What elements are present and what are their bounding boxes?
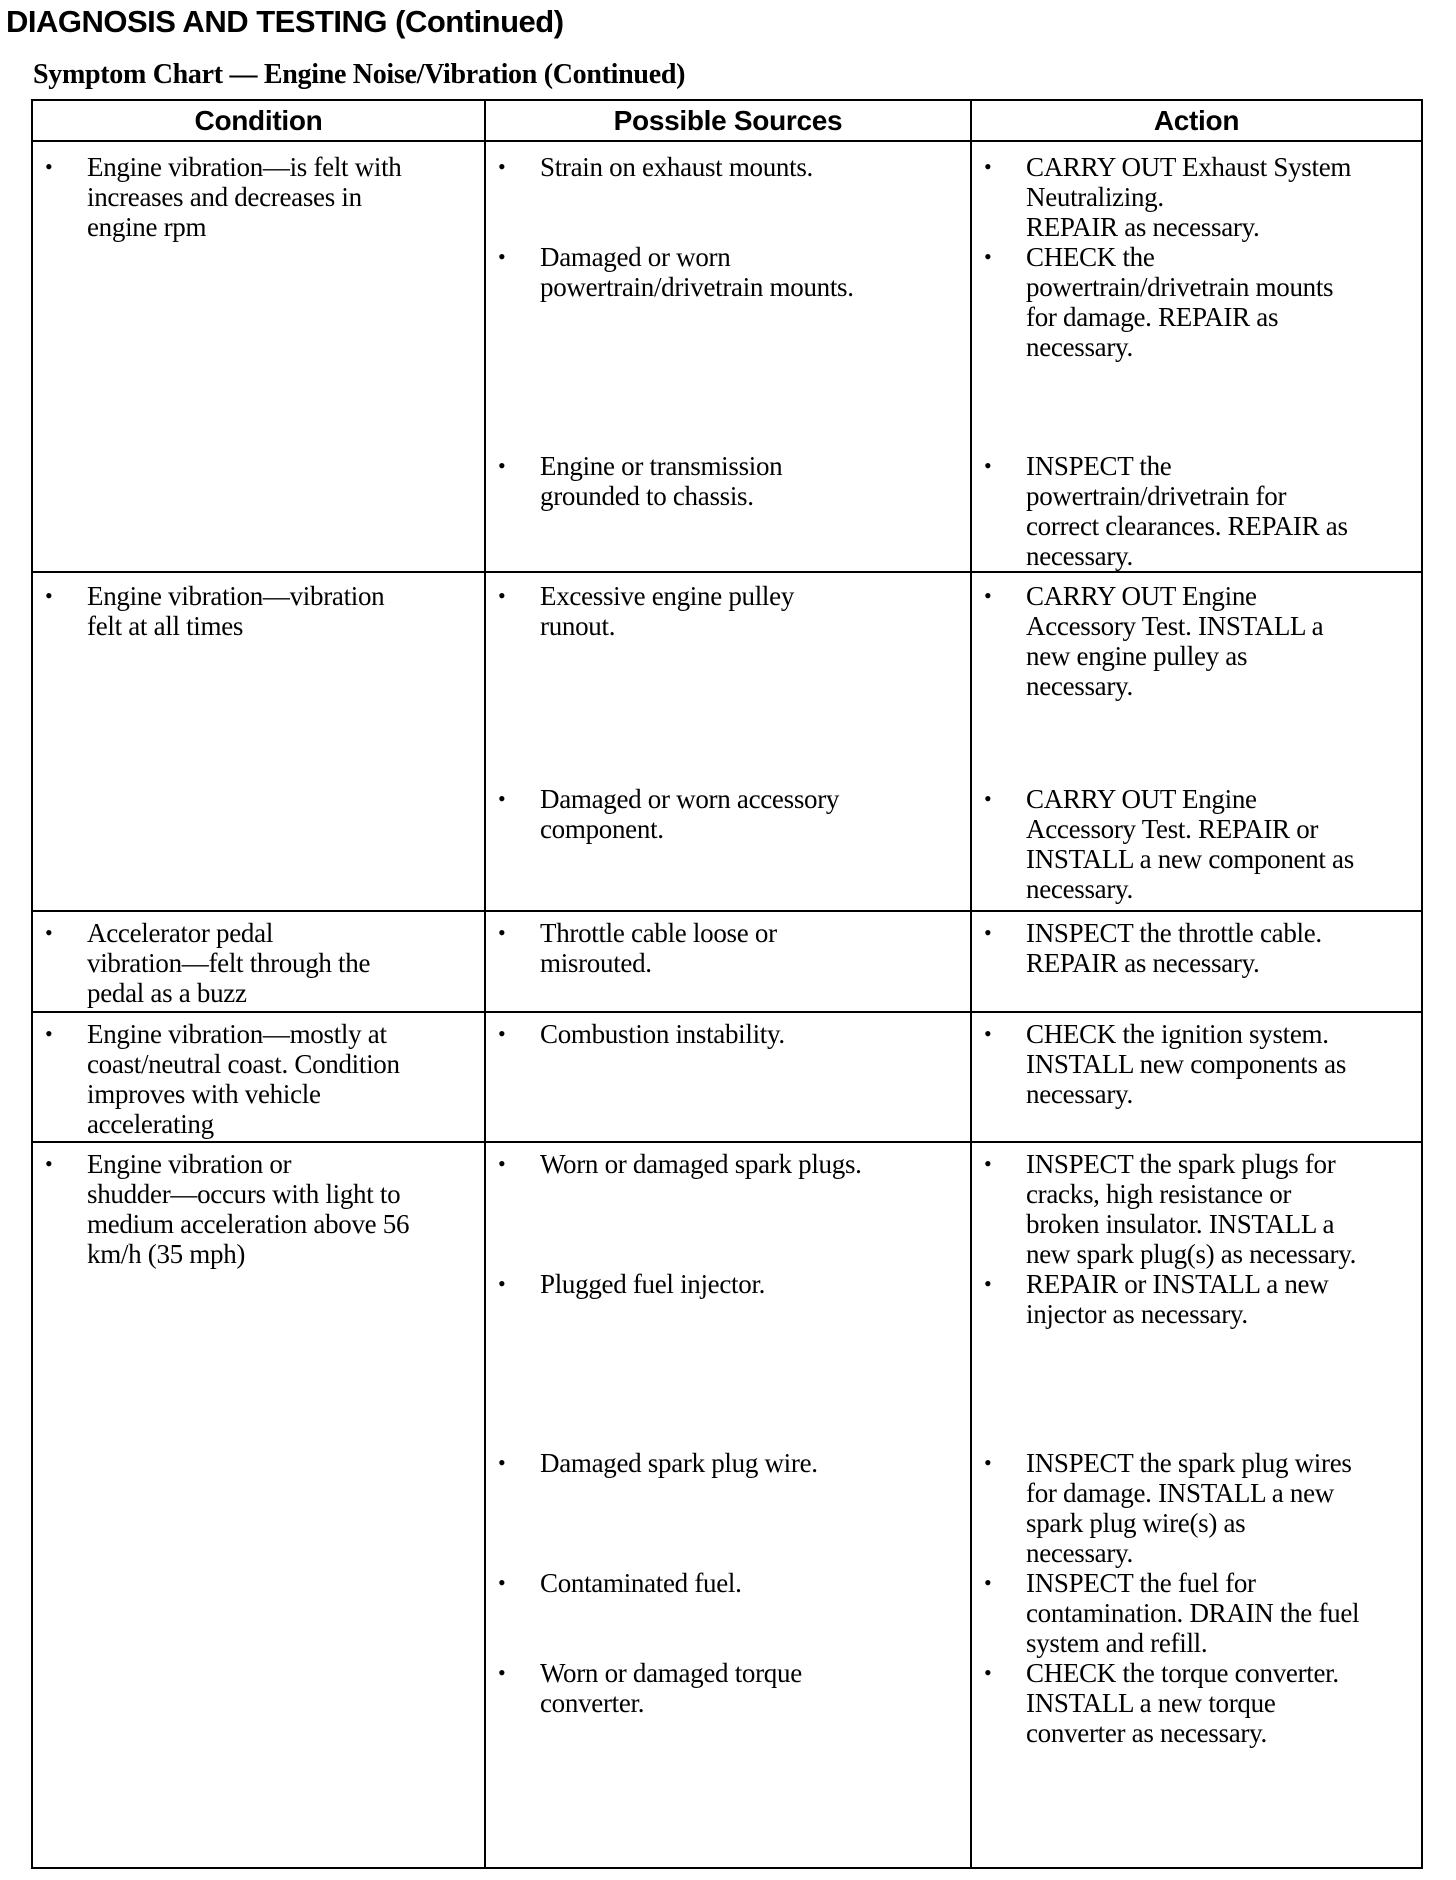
source-entry — [486, 1019, 960, 1049]
bullet-marker: • — [498, 1271, 506, 1296]
bullet-marker: • — [498, 1151, 506, 1176]
chart-title: Symptom Chart — Engine Noise/Vibration (Continued) — [33, 59, 686, 90]
source-text: Engine or transmission grounded to chassis. — [540, 451, 783, 511]
bullet-marker: • — [498, 244, 506, 269]
bullet-marker: • — [984, 1271, 992, 1296]
source-text: Excessive engine pulley runout. — [540, 581, 795, 641]
action-text: CHECK the powertrain/drivetrain mounts for damage. REPAIR as necessary. — [1026, 242, 1334, 362]
action-text: CARRY OUT Engine Accessory Test. INSTALL a new engine pulley as necessary. — [1026, 581, 1324, 701]
action-entry — [972, 918, 1411, 978]
page-heading: DIAGNOSIS AND TESTING (Continued) — [6, 4, 564, 39]
action-text: CARRY OUT Engine Accessory Test. REPAIR or INSTALL a new component as necessary. — [1026, 784, 1354, 904]
source-text: Worn or damaged spark plugs. — [540, 1149, 862, 1179]
bullet-marker: • — [498, 1450, 506, 1475]
condition-cell — [32, 141, 485, 572]
action-entry — [972, 1658, 1411, 1748]
sources-cell — [485, 141, 971, 572]
bullet-marker: • — [45, 920, 53, 945]
condition-entry — [33, 581, 474, 641]
bullet-marker: • — [498, 920, 506, 945]
action-text: CHECK the ignition system. INSTALL new components as necessary. — [1026, 1019, 1347, 1109]
condition-entry — [33, 152, 474, 242]
action-text: REPAIR or INSTALL a new injector as necessary. — [1026, 1269, 1329, 1329]
source-entry — [486, 581, 960, 641]
source-text: Plugged fuel injector. — [540, 1269, 766, 1299]
column-header-action: Action — [971, 100, 1422, 141]
source-text: Combustion instability. — [540, 1019, 785, 1049]
action-entry — [972, 581, 1411, 701]
condition-text: Engine vibration—vibration felt at all times — [87, 581, 385, 641]
sources-cell — [485, 572, 971, 911]
bullet-marker: • — [984, 453, 992, 478]
bullet-marker: • — [45, 154, 53, 179]
source-entry — [486, 1269, 960, 1299]
bullet-marker: • — [498, 583, 506, 608]
bullet-marker: • — [984, 1151, 992, 1176]
source-text: Strain on exhaust mounts. — [540, 152, 813, 182]
bullet-marker: • — [498, 1660, 506, 1685]
bullet-marker: • — [498, 1021, 506, 1046]
sources-cell — [485, 1012, 971, 1142]
source-text: Worn or damaged torque converter. — [540, 1658, 802, 1718]
action-cell — [971, 572, 1422, 911]
bullet-marker: • — [984, 154, 992, 179]
action-text: INSPECT the spark plug wires for damage. INSTALL a new spark plug wire(s) as necessary. — [1026, 1448, 1352, 1568]
action-text: CHECK the torque converter. INSTALL a new torque converter as necessary. — [1026, 1658, 1339, 1748]
condition-cell — [32, 1012, 485, 1142]
action-cell — [971, 1142, 1422, 1868]
source-text: Throttle cable loose or misrouted. — [540, 918, 777, 978]
source-entry — [486, 242, 960, 302]
action-entry — [972, 1269, 1411, 1329]
action-entry — [972, 1019, 1411, 1109]
table-row — [32, 1012, 1422, 1142]
column-header-possible-sources: Possible Sources — [485, 100, 971, 141]
action-entry — [972, 1568, 1411, 1658]
table-row — [32, 1142, 1422, 1868]
action-entry — [972, 784, 1411, 904]
action-cell — [971, 911, 1422, 1012]
table-row — [32, 572, 1422, 911]
bullet-marker: • — [984, 920, 992, 945]
condition-cell — [32, 1142, 485, 1868]
condition-cell — [32, 911, 485, 1012]
action-entry — [972, 242, 1411, 362]
action-text: INSPECT the powertrain/drivetrain for correct clearances. REPAIR as necessary. — [1026, 451, 1348, 571]
action-text: INSPECT the throttle cable. REPAIR as necessary. — [1026, 918, 1322, 978]
sources-cell — [485, 1142, 971, 1868]
sources-cell — [485, 911, 971, 1012]
action-entry — [972, 1149, 1411, 1269]
source-entry — [486, 784, 960, 844]
table-row — [32, 141, 1422, 572]
bullet-marker: • — [45, 583, 53, 608]
header-row — [32, 100, 1422, 141]
action-entry — [972, 1448, 1411, 1568]
bullet-marker: • — [45, 1021, 53, 1046]
column-header-condition: Condition — [32, 100, 485, 141]
table-row — [32, 911, 1422, 1012]
action-cell — [971, 1012, 1422, 1142]
bullet-marker: • — [498, 786, 506, 811]
action-text: INSPECT the fuel for contamination. DRAIN the fuel system and refill. — [1026, 1568, 1360, 1658]
condition-entry — [33, 1149, 474, 1269]
action-text: INSPECT the spark plugs for cracks, high resistance or broken insulator. INSTALL a new spark plug(s) as necessary. — [1026, 1149, 1357, 1269]
condition-entry — [33, 918, 474, 1008]
condition-text: Engine vibration or shudder—occurs with light to medium acceleration above 56 km/h (35 mph) — [87, 1149, 410, 1269]
source-text: Contaminated fuel. — [540, 1568, 742, 1598]
action-cell — [971, 141, 1422, 572]
source-text: Damaged or worn powertrain/drivetrain mounts. — [540, 242, 854, 302]
bullet-marker: • — [984, 1660, 992, 1685]
source-text: Damaged or worn accessory component. — [540, 784, 840, 844]
bullet-marker: • — [498, 453, 506, 478]
source-entry — [486, 918, 960, 978]
source-entry — [486, 152, 960, 182]
source-text: Damaged spark plug wire. — [540, 1448, 818, 1478]
condition-text: Engine vibration—mostly at coast/neutral coast. Condition improves with vehicle accelerating — [87, 1019, 400, 1139]
source-entry — [486, 1568, 960, 1598]
bullet-marker: • — [984, 244, 992, 269]
source-entry — [486, 1448, 960, 1478]
bullet-marker: • — [984, 1021, 992, 1046]
condition-text: Engine vibration—is felt with increases and decreases in engine rpm — [87, 152, 402, 242]
source-entry — [486, 451, 960, 511]
action-entry — [972, 451, 1411, 571]
symptom-chart-table — [31, 99, 1423, 1869]
bullet-marker: • — [498, 154, 506, 179]
bullet-marker: • — [498, 1570, 506, 1595]
bullet-marker: • — [984, 583, 992, 608]
condition-entry — [33, 1019, 474, 1139]
source-entry — [486, 1149, 960, 1179]
bullet-marker: • — [984, 1570, 992, 1595]
action-text: CARRY OUT Exhaust System Neutralizing. REPAIR as necessary. — [1026, 152, 1352, 242]
source-entry — [486, 1658, 960, 1718]
bullet-marker: • — [984, 786, 992, 811]
action-entry — [972, 152, 1411, 242]
bullet-marker: • — [45, 1151, 53, 1176]
condition-text: Accelerator pedal vibration—felt through the pedal as a buzz — [87, 918, 371, 1008]
condition-cell — [32, 572, 485, 911]
bullet-marker: • — [984, 1450, 992, 1475]
